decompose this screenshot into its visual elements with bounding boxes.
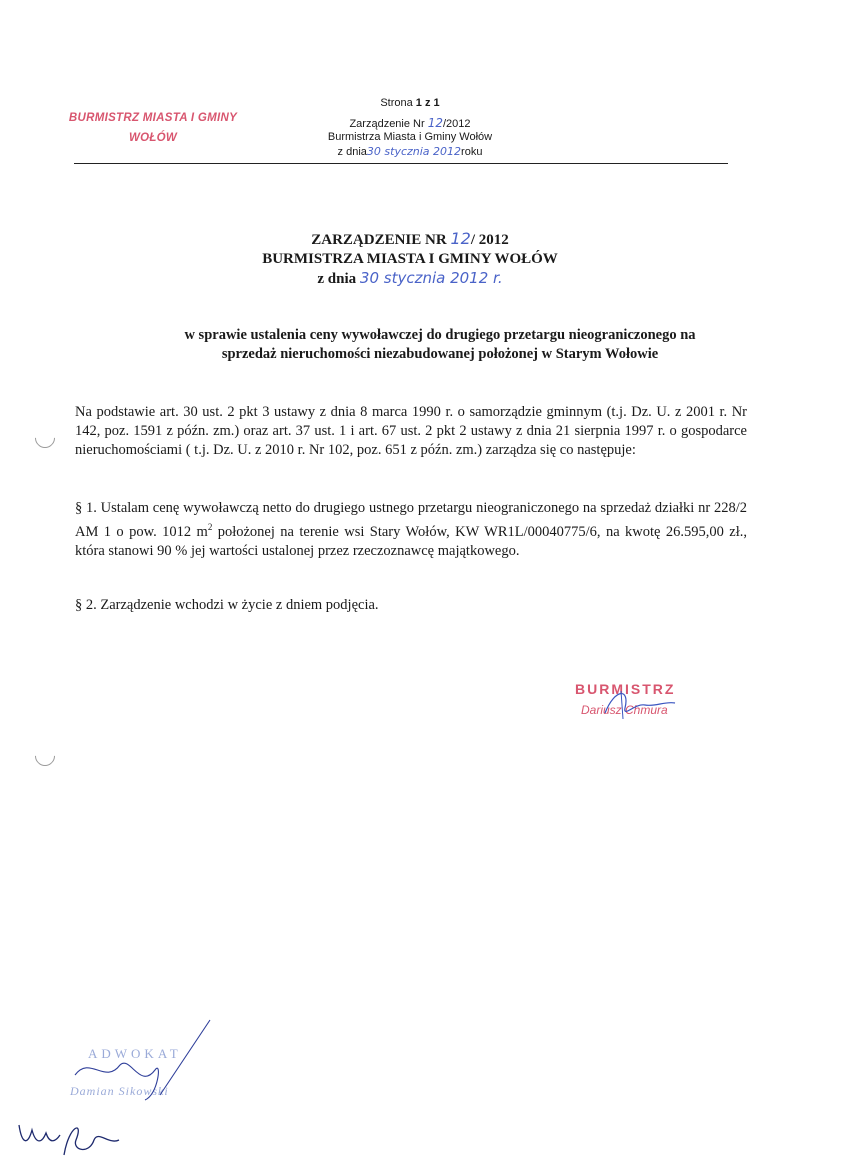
mayor-signature-stamp [575, 681, 725, 717]
document-header [300, 97, 520, 159]
page-number: Strona 1 z 1 [380, 97, 440, 109]
signature-stamp-title: BURMISTRZ [575, 681, 676, 697]
handwritten-date: 30 stycznia 2012 [366, 144, 462, 158]
header-divider [74, 163, 728, 164]
mayor-header-stamp [58, 108, 248, 148]
header-issuer: Burmistrza Miasta i Gminy Wołów [327, 131, 493, 143]
punch-hole-mark [31, 424, 59, 452]
header-date: z dnia30 stycznia 2012roku [337, 144, 483, 158]
lawyer-stamp-title: ADWOKAT [88, 1046, 182, 1061]
header-ordinance-number: Zarządzenie Nr 12/2012 [349, 115, 471, 130]
punch-hole-mark [31, 742, 59, 770]
title-line-3: z dnia 30 stycznia 2012 r. [317, 269, 503, 287]
ordinance-subject [100, 326, 780, 364]
section-1-paragraph: § 1. Ustalam cenę wywoławczą netto do drugiego ustnego przetargu nieograniczonego na sprzedaż działki nr 228/2 AM 1 o pow. 1012 $m^2$ położonej na terenie wsi Stary Wołów, KW WR1L/00040775/6, na kwotę 26.595,00 zł., która stanowi 90 % jej wartości ustalonej przez rzeczoznawcę majątkowego. [75, 500, 747, 559]
title-line-2: BURMISTRZA MIASTA I GMINY WOŁÓW [262, 251, 558, 267]
legal-basis-paragraph: Na podstawie art. 30 ust. 2 pkt 3 ustawy z dnia 8 marca 1990 r. o samorządzie gminnym (t.j. Dz. U. z 2001 r. Nr 142, poz. 1591 z późn. zm.) oraz art. 37 ust. 1 i art. 67 ust. 2 pkt 2 ustawy z dnia 21 sierpnia 1997 r. o gospodarce nieruchomościami ( t.j. Dz. U. z 2010 r. Nr 102, poz. 651 z późn. zm.) zarządza się co następuje: [75, 404, 747, 458]
page-count: 1 z 1 [415, 97, 440, 109]
title-handwritten-number: 12 [450, 229, 471, 248]
signature-stamp-name: Dariusz Chmura [581, 703, 668, 717]
title-handwritten-date: 30 stycznia 2012 r. [359, 269, 503, 287]
subject-line-1: w sprawie ustalenia ceny wywoławczej do drugiego przetargu nieograniczonego na [184, 327, 696, 343]
lawyer-signature [70, 1015, 220, 1105]
subject-line-2: sprzedaż nieruchomości niezabudowanej położonej w Starym Wołowie [221, 346, 659, 362]
lawyer-stamp-name: Damian Sikowski [70, 1084, 169, 1098]
section-2-paragraph: § 2. Zarządzenie wchodzi w życie z dniem podjęcia. [75, 597, 379, 613]
superscript-2: 2 [207, 522, 213, 532]
ordinance-title [160, 229, 660, 289]
mayor-signature [595, 683, 685, 723]
stamp-line-2: WOŁÓW [128, 132, 178, 144]
handwritten-number: 12 [427, 115, 443, 130]
initials-signature [14, 1115, 134, 1165]
stamp-line-1: BURMISTRZ MIASTA I GMINY [68, 112, 238, 124]
title-line-1: ZARZĄDZENIE NR 12/ 2012 [311, 229, 509, 248]
